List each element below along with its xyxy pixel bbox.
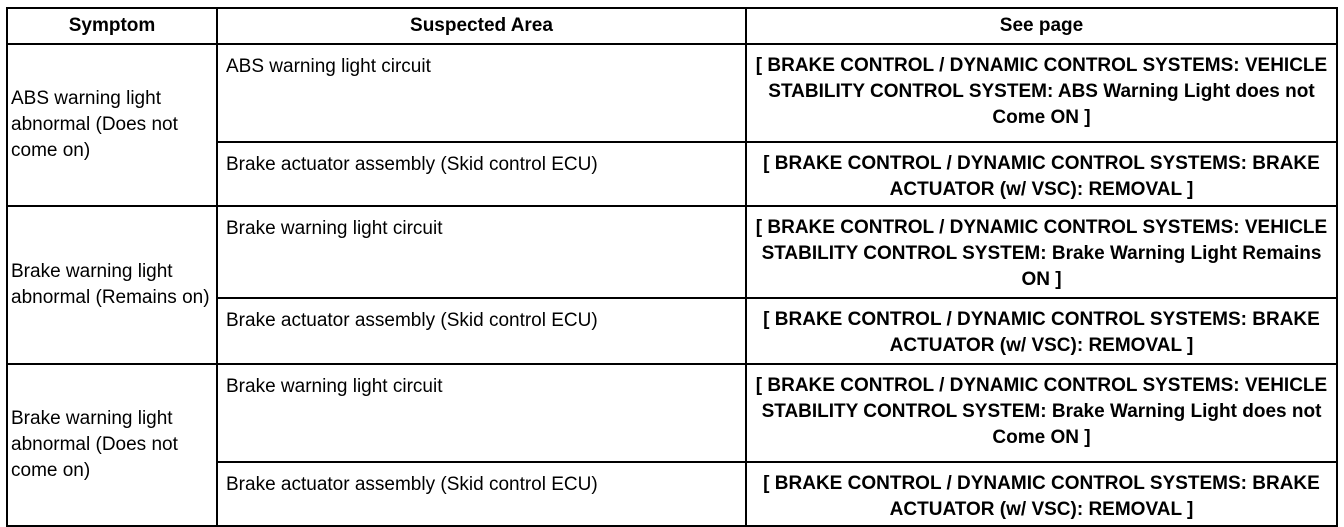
symptom-cell: Brake warning light abnormal (Does not come on) <box>7 364 217 526</box>
suspected-area-cell: Brake actuator assembly (Skid control ECU) <box>217 298 746 364</box>
column-header-see-page: See page <box>746 8 1337 44</box>
table-row <box>7 206 1337 298</box>
symptom-cell: Brake warning light abnormal (Remains on) <box>7 206 217 364</box>
see-page-cell: [ BRAKE CONTROL / DYNAMIC CONTROL SYSTEMS: VEHICLE STABILITY CONTROL SYSTEM: Brake Warning Light Remains ON ] <box>746 206 1337 298</box>
table-header-row <box>7 8 1337 44</box>
see-page-cell: [ BRAKE CONTROL / DYNAMIC CONTROL SYSTEMS: BRAKE ACTUATOR (w/ VSC): REMOVAL ] <box>746 298 1337 364</box>
suspected-area-cell: Brake warning light circuit <box>217 206 746 298</box>
suspected-area-cell: Brake warning light circuit <box>217 364 746 462</box>
column-header-suspected-area: Suspected Area <box>217 8 746 44</box>
symptom-table <box>6 7 1338 527</box>
table-row <box>7 364 1337 462</box>
suspected-area-cell: Brake actuator assembly (Skid control ECU) <box>217 142 746 206</box>
see-page-cell: [ BRAKE CONTROL / DYNAMIC CONTROL SYSTEMS: BRAKE ACTUATOR (w/ VSC): REMOVAL ] <box>746 142 1337 206</box>
see-page-cell: [ BRAKE CONTROL / DYNAMIC CONTROL SYSTEMS: VEHICLE STABILITY CONTROL SYSTEM: ABS Warning Light does not Come ON ] <box>746 44 1337 142</box>
symptom-cell: ABS warning light abnormal (Does not come on) <box>7 44 217 206</box>
suspected-area-cell: ABS warning light circuit <box>217 44 746 142</box>
see-page-cell: [ BRAKE CONTROL / DYNAMIC CONTROL SYSTEMS: BRAKE ACTUATOR (w/ VSC): REMOVAL ] <box>746 462 1337 526</box>
see-page-cell: [ BRAKE CONTROL / DYNAMIC CONTROL SYSTEMS: VEHICLE STABILITY CONTROL SYSTEM: Brake Warning Light does not Come ON ] <box>746 364 1337 462</box>
table-row <box>7 44 1337 142</box>
suspected-area-cell: Brake actuator assembly (Skid control ECU) <box>217 462 746 526</box>
column-header-symptom: Symptom <box>7 8 217 44</box>
